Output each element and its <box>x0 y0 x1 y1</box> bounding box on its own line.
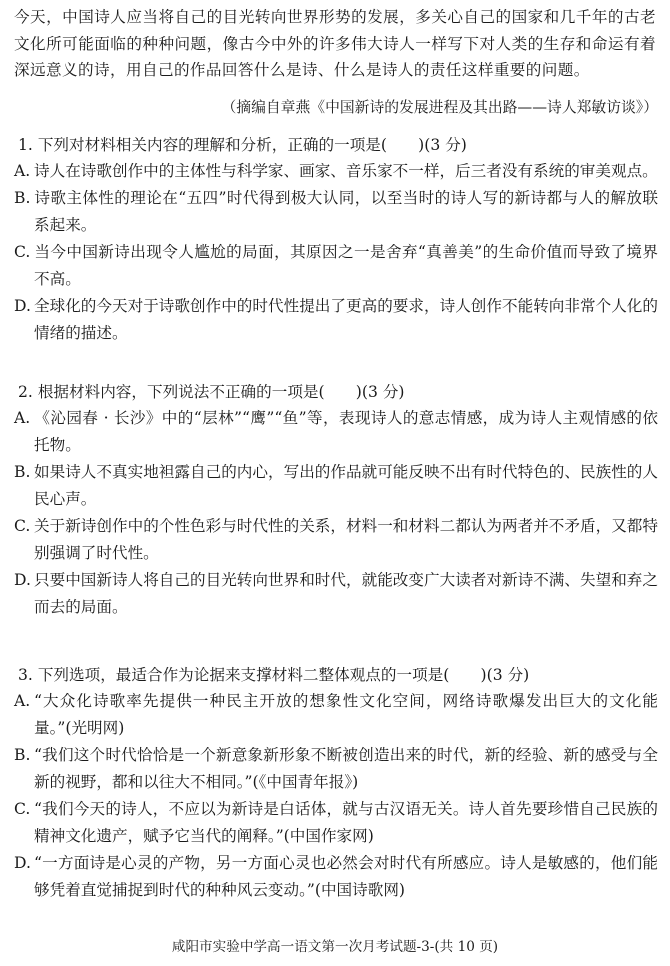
option-b <box>14 459 658 513</box>
question-3 <box>14 662 658 904</box>
option-letter: B. <box>14 746 31 764</box>
option-letter: C. <box>14 243 31 261</box>
question-stem: 3. 下列选项，最适合作为论据来支撑材料二整体观点的一项是( )(3 分) <box>18 666 530 684</box>
option-c <box>14 796 658 850</box>
option-c <box>14 513 658 567</box>
option-text: 只要中国新诗人将自己的目光转向世界和时代，就能改变广大读者对新诗不满、失望和弃之而去的局面。 <box>34 571 658 616</box>
passage-paragraph: 今天，中国诗人应当将自己的目光转向世界形势的发展，多关心自己的国家和几千年的古老文化所可能面临的种种问题，像古今中外的许多伟大诗人一样写下对人类的生存和命运有着深远意义的诗，用自己的作品回答什么是诗、什么是诗人的责任这样重要的问题。 <box>14 8 656 79</box>
option-letter: C. <box>14 517 31 535</box>
option-a <box>14 158 658 185</box>
page-footer: 咸阳市实验中学高一语文第一次月考试题-3-(共 10 页) <box>171 939 499 955</box>
option-text: “一方面诗是心灵的产物，另一方面心灵也必然会对时代有所感应。诗人是敏感的，他们能够凭着直觉捕捉到时代的种种风云变动。”(中国诗歌网) <box>34 854 658 899</box>
option-b <box>14 185 658 239</box>
question-1 <box>14 132 658 347</box>
option-text: 诗歌主体性的理论在“五四”时代得到极大认同，以至当时的诗人写的新诗都与人的解放联系起来。 <box>34 189 658 234</box>
option-text: 《沁园春 · 长沙》中的“层林”“鹰”“鱼”等，表现诗人的意志情感，成为诗人主观情感的依托物。 <box>34 409 658 454</box>
option-a <box>14 405 658 459</box>
question-stem: 1. 下列对材料相关内容的理解和分析，正确的一项是( )(3 分) <box>18 136 467 154</box>
option-d <box>14 850 658 904</box>
option-letter: A. <box>14 162 31 180</box>
option-letter: C. <box>14 800 31 818</box>
option-text: “我们这个时代恰恰是一个新意象新形象不断被创造出来的时代，新的经验、新的感受与全新的视野，都和以往大不相同。”(《中国青年报》) <box>34 746 658 791</box>
question-stem: 2. 根据材料内容，下列说法不正确的一项是( )(3 分) <box>18 383 405 401</box>
option-letter: A. <box>14 692 31 710</box>
question-2 <box>14 379 658 621</box>
option-b <box>14 742 658 796</box>
option-text: 全球化的今天对于诗歌创作中的时代性提出了更高的要求，诗人创作不能转向非常个人化的情绪的描述。 <box>34 297 658 342</box>
option-a <box>14 688 658 742</box>
option-d <box>14 567 658 621</box>
option-text: 诗人在诗歌创作中的主体性与科学家、画家、音乐家不一样，后三者没有系统的审美观点。 <box>34 162 658 180</box>
option-letter: B. <box>14 463 31 481</box>
option-letter: D. <box>14 297 31 315</box>
option-letter: D. <box>14 571 31 589</box>
option-text: “我们今天的诗人，不应以为新诗是白话体，就与古汉语无关。诗人首先要珍惜自己民族的精神文化遗产，赋予它当代的阐释。”(中国作家网) <box>34 800 658 845</box>
option-text: “大众化诗歌率先提供一种民主开放的想象性文化空间，网络诗歌爆发出巨大的文化能量。”(光明网) <box>34 692 658 737</box>
option-letter: B. <box>14 189 31 207</box>
option-text: 关于新诗创作中的个性色彩与时代性的关系，材料一和材料二都认为两者并不矛盾，又都特别强调了时代性。 <box>34 517 658 562</box>
option-text: 如果诗人不真实地袒露自己的内心，写出的作品就可能反映不出有时代特色的、民族性的人民心声。 <box>34 463 658 508</box>
option-c <box>14 239 658 293</box>
option-letter: D. <box>14 854 31 872</box>
passage-source: （摘编自章燕《中国新诗的发展进程及其出路——诗人郑敏访谈》） <box>221 99 658 116</box>
option-letter: A. <box>14 409 31 427</box>
option-text: 当今中国新诗出现令人尴尬的局面，其原因之一是舍弃“真善美”的生命价值而导致了境界不高。 <box>34 243 658 288</box>
option-d <box>14 293 658 347</box>
